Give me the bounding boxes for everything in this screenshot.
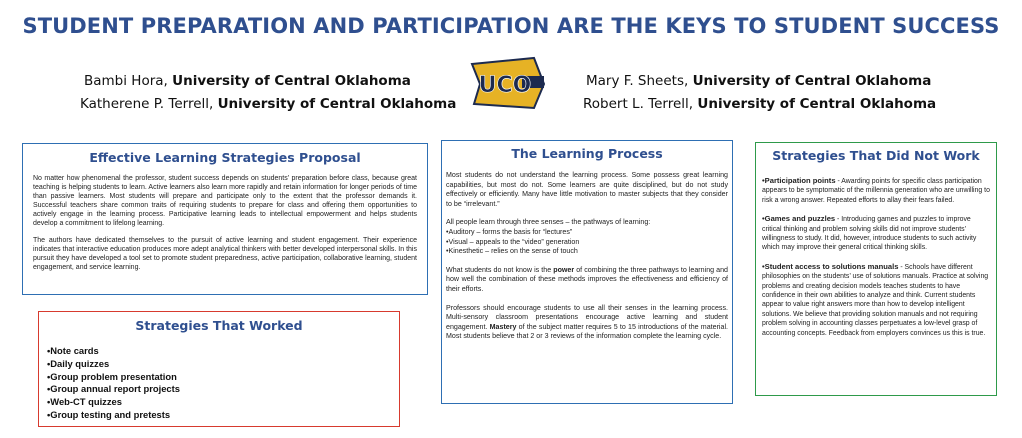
- strategies-worked-title: Strategies That Worked: [135, 318, 303, 333]
- strategies-not-work-box: [755, 142, 997, 396]
- learning-paragraph-4: [446, 304, 728, 342]
- item-text: - Awarding points for specific class participation appears to be symptomatic of the millennia generation who are unwilling to risk a wrong answer. Repeated efforts to allay their fears failed.: [762, 178, 990, 204]
- effective-paragraph-2: The authors have dedicated themselves to the pursuit of active learning and student engagement. Their experience indicates that interactive education produces more adept analytical thinkers with better developed interpersonal skills. In this pursuit they have developed a tool set to promote student preparedness, active participation, collaborative learning, student engagement, and service learning.: [33, 237, 417, 272]
- sense-kinesthetic: •Kinesthetic – relies on the sense of touch: [446, 247, 578, 256]
- item-text: - Introducing games and puzzles to improve critical thinking and problem solving skills did not improve students’ willingness to study. It did, however, introduce students to such activity which may improve their general critical thinking skills.: [762, 216, 977, 252]
- author-name: Katherene P. Terrell,: [80, 96, 218, 112]
- effective-learning-box: [22, 143, 428, 295]
- author-mary-sheets: [586, 73, 931, 89]
- uco-logo: [470, 56, 546, 112]
- list-item: •Daily quizzes: [47, 357, 110, 369]
- effective-paragraph-1: No matter how phenomenal the professor, student success depends on students’ preparation before class, because great teaching is helping students to learn. Active learners also learn more rapidly and retain information for longer periods of time than passive learners. Most students will prepare and participate only to the extent that the professor demands it. Successful teachers share common traits of requiring students to prepare for class and offering them opportunities to actively engage in the learning process. Participative learning leads to intellectual empowerment and helps students develop a commitment to lifelong learning.: [33, 175, 417, 227]
- author-affiliation: University of Central Oklahoma: [697, 96, 937, 112]
- logo-text: UCO: [478, 73, 532, 98]
- strategies-worked-box: [38, 311, 400, 427]
- not-work-item: [762, 214, 990, 253]
- text-run: What students do not know is the: [446, 265, 554, 274]
- list-item: •Note cards: [47, 345, 99, 356]
- not-work-item: [762, 262, 990, 338]
- strategies-not-work-title: Strategies That Did Not Work: [772, 148, 980, 163]
- author-affiliation: University of Central Oklahoma: [217, 96, 457, 112]
- senses-intro: All people learn through three senses – the pathways of learning:: [446, 218, 651, 227]
- author-robert-terrell: [583, 96, 936, 112]
- author-name: Robert L. Terrell,: [583, 96, 698, 112]
- list-item: •Group problem presentation: [47, 370, 177, 382]
- item-text: - Schools have different philosophies on the students’ use of solutions manuals. Practice at solving problems and creating decision models teaches students to have confidence in their own abilities to analyze and think. Current students appear to value right answers more than how to develop intelligent solutions. We believe that providing solution manuals and not requiring problem solving in accounting classes perpetuates a low-level grasp of accounting concepts. Feedback from employers convinces us this is true.: [762, 263, 989, 337]
- effective-learning-title: Effective Learning Strategies Proposal: [89, 150, 361, 165]
- emphasis-mastery: Mastery: [489, 322, 517, 331]
- item-lead: •Student access to solutions manuals: [762, 261, 899, 271]
- list-item: •Web-CT quizzes: [47, 396, 122, 408]
- author-name: Bambi Hora,: [84, 73, 173, 89]
- sense-visual: •Visual – appeals to the “video” generation: [446, 237, 580, 246]
- learning-process-box: [441, 140, 733, 404]
- poster-title: STUDENT PREPARATION AND PARTICIPATION ARE THE KEYS TO STUDENT SUCCESS: [22, 14, 1000, 38]
- author-affiliation: University of Central Oklahoma: [172, 73, 411, 89]
- item-lead: •Games and puzzles: [762, 214, 836, 224]
- item-lead: •Participation points: [762, 176, 836, 185]
- author-name: Mary F. Sheets,: [586, 73, 693, 89]
- learning-paragraph-1: Most students do not understand the learning process. Some possess great learning capabilities, but most do not. Some learners are quite disciplined, but do not study effectively or efficiently. Many have little motivation to master subjects that they consider to be “irrelevant.”: [446, 171, 728, 208]
- worked-list: [47, 345, 391, 422]
- sense-auditory: •Auditory – forms the basis for “lectures”: [446, 227, 573, 236]
- learning-senses: [446, 218, 728, 256]
- learning-paragraph-3: [446, 266, 728, 295]
- author-katherene-terrell: [80, 96, 456, 112]
- emphasis-power: power: [553, 265, 575, 274]
- text-run: of the subject matter requires 5 to 15 introductions of the material. Most students believe that 2 or 3 reviews of the information complete the learning cycle.: [446, 322, 728, 341]
- list-item: •Group testing and pretests: [47, 408, 171, 420]
- learning-process-title: The Learning Process: [511, 146, 663, 161]
- not-work-item: [762, 176, 990, 205]
- author-affiliation: University of Central Oklahoma: [692, 73, 932, 89]
- list-item: •Group annual report projects: [47, 383, 180, 395]
- text-run: Professors should encourage students to use all their senses in the learning process. Multi-sensory classroom presentations encourage active learning and student engagement.: [446, 303, 728, 331]
- text-run: of combining the three pathways to learning and how well the combination of these methods improves the effectiveness and efficiency of their efforts.: [446, 265, 728, 293]
- author-bambi-hora: [84, 73, 411, 89]
